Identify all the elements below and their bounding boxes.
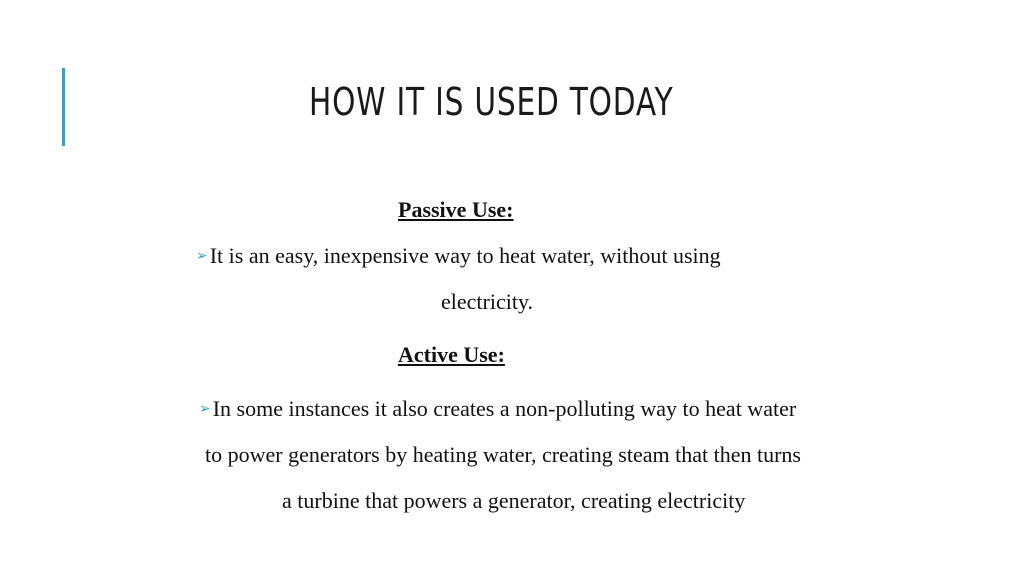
passive-use-heading: Passive Use: [398,197,514,222]
active-text-line-3: a turbine that powers a generator, creating electricity [282,488,746,513]
active-bullet-line-1 [199,396,796,422]
arrow-bullet-icon: ➢ [196,248,208,264]
arrow-bullet-icon: ➢ [199,401,211,417]
accent-bar [62,68,65,146]
active-text-line-2: to power generators by heating water, creating steam that then turns [205,442,801,467]
passive-text-line-1: It is an easy, inexpensive way to heat water, without using [209,243,721,268]
passive-bullet-line-1 [196,243,721,269]
passive-text-line-2: electricity. [441,289,534,314]
active-text-line-1: In some instances it also creates a non-polluting way to heat water [212,396,797,421]
slide-title: HOW IT IS USED TODAY [309,80,674,124]
active-use-heading: Active Use: [398,342,505,367]
